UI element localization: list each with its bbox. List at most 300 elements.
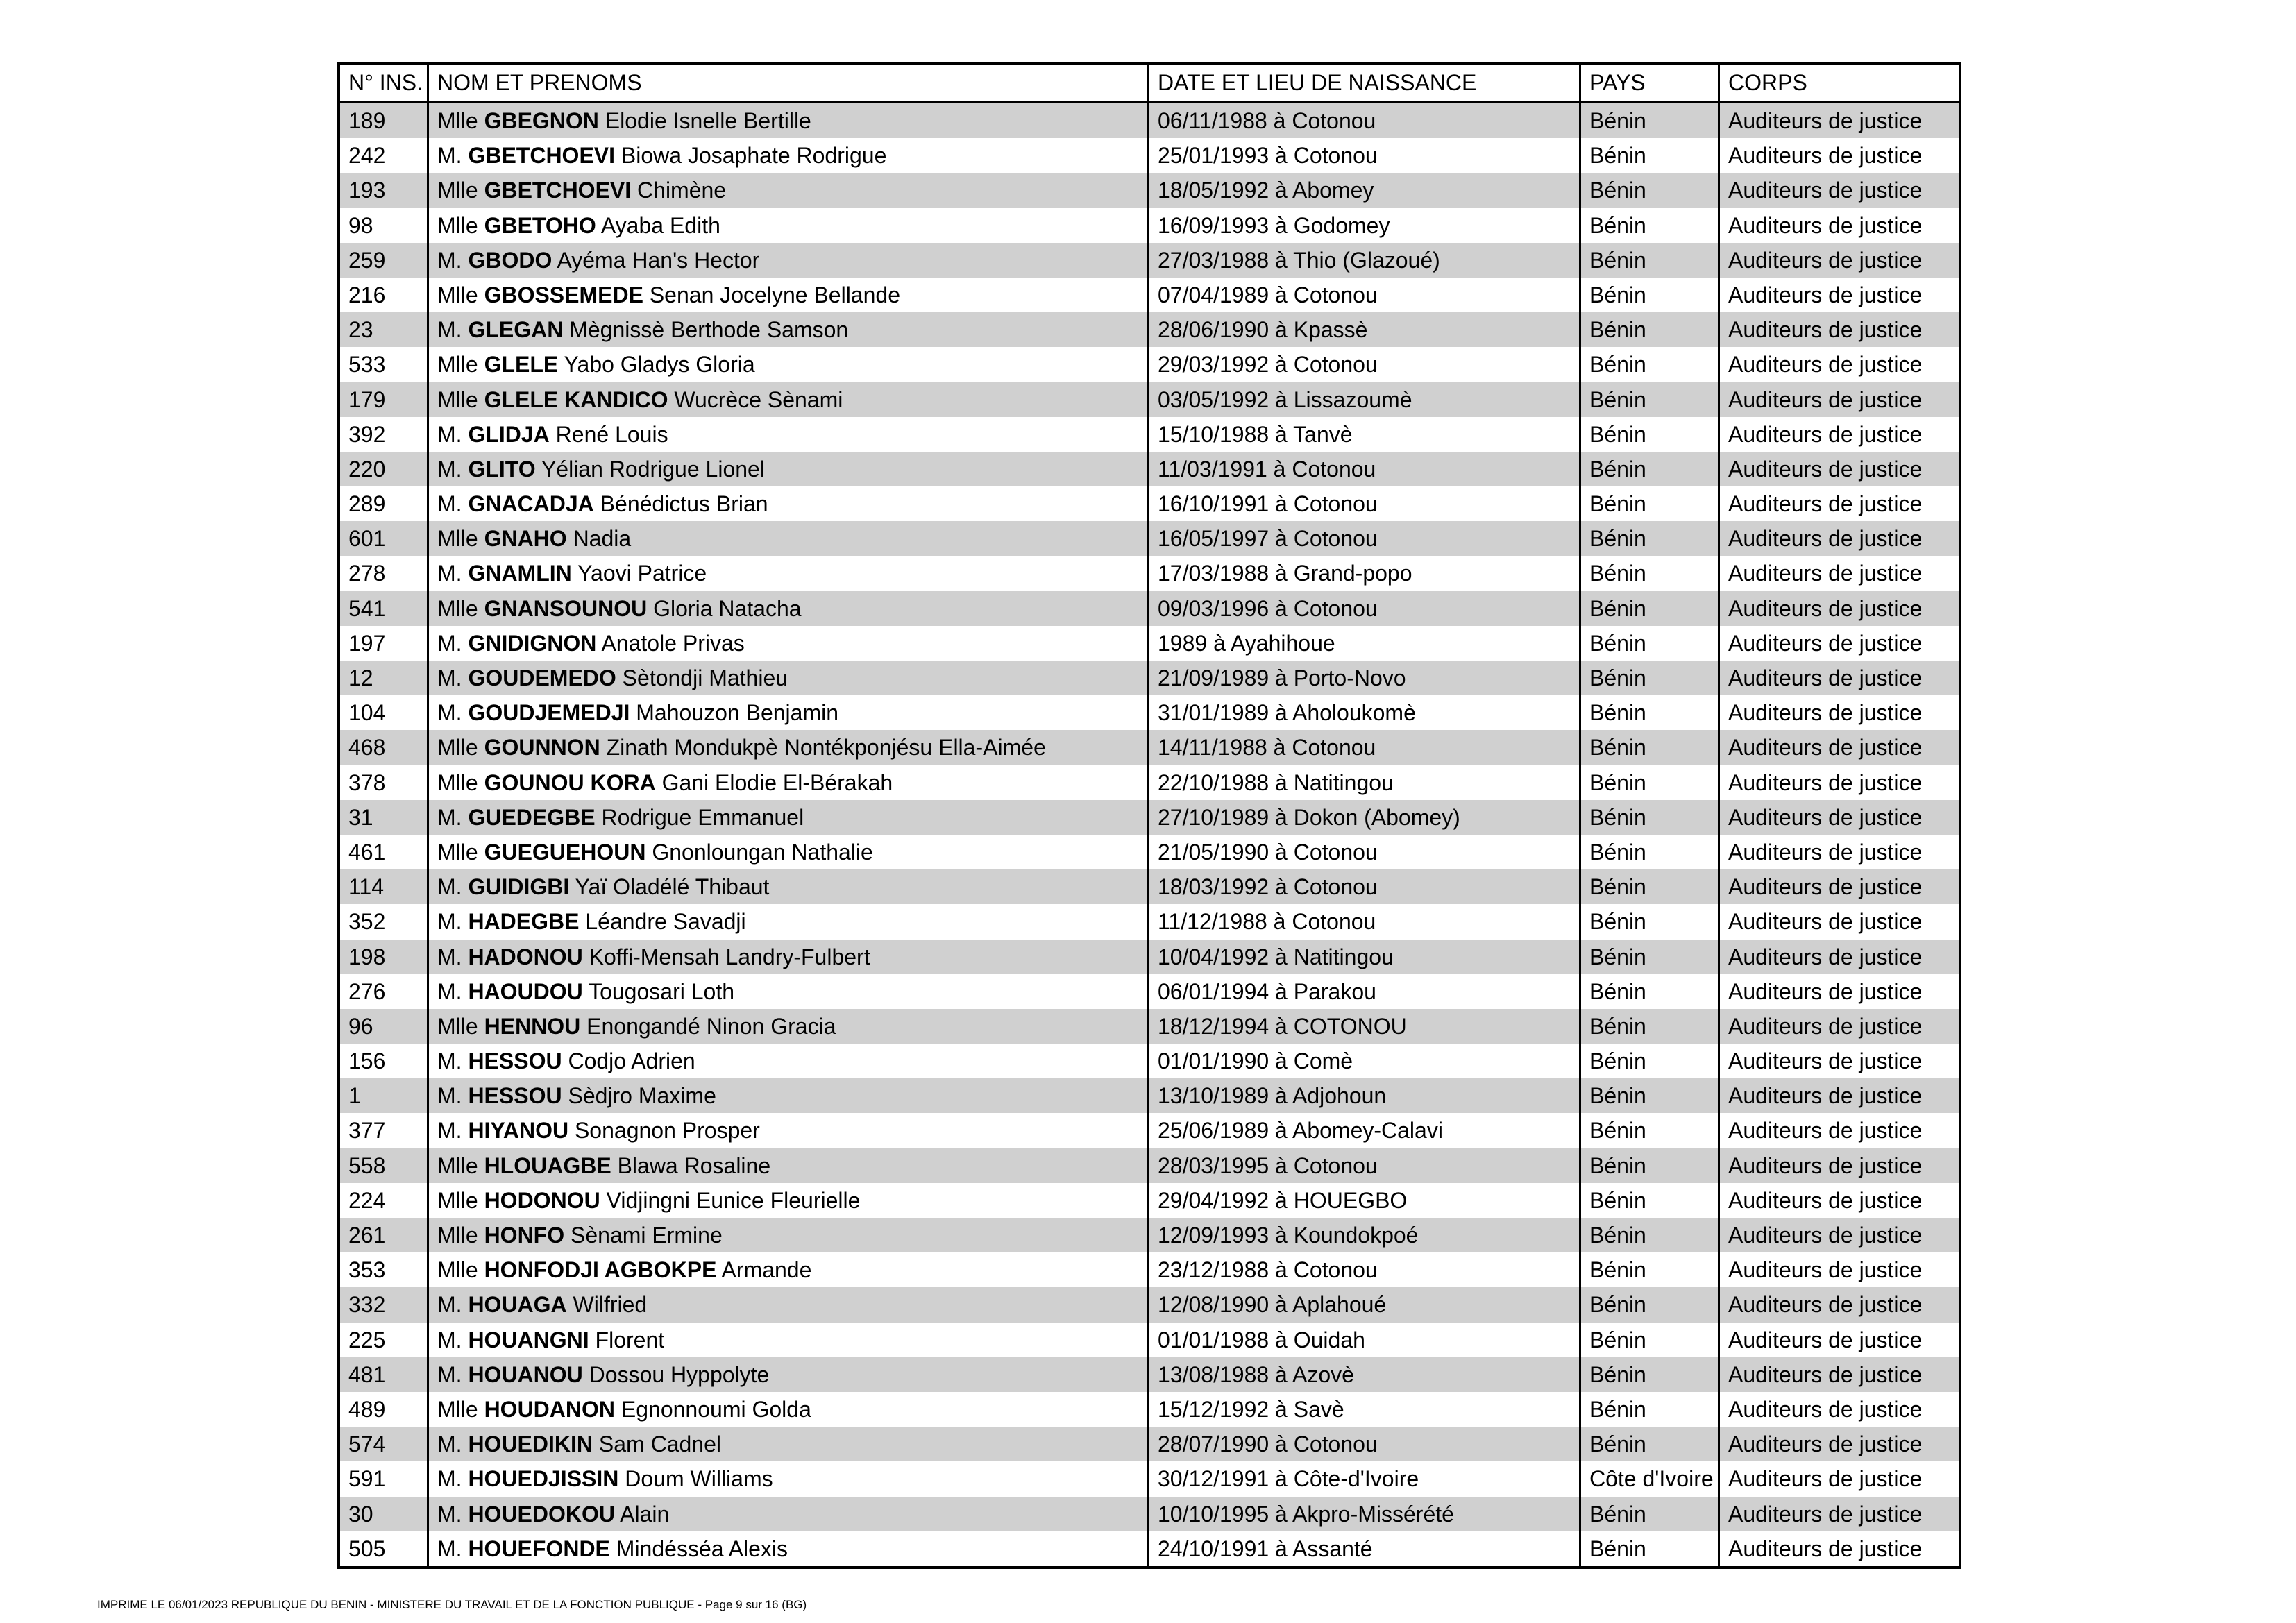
cell-country: Bénin — [1581, 835, 1720, 869]
name-surname: GOUNOU KORA — [484, 770, 656, 795]
cell-num: 98 — [340, 208, 429, 243]
cell-country: Bénin — [1581, 208, 1720, 243]
name-given: Chimène — [637, 178, 727, 203]
cell-name — [429, 1427, 1149, 1461]
table-row — [340, 869, 1959, 904]
cell-birth: 29/04/1992 à HOUEGBO — [1149, 1183, 1581, 1218]
cell-num: 505 — [340, 1531, 429, 1566]
cell-birth: 31/01/1989 à Aholoukomè — [1149, 695, 1581, 730]
table-row — [340, 452, 1959, 486]
name-given: Koffi-Mensah Landry-Fulbert — [589, 944, 870, 969]
cell-country: Bénin — [1581, 1218, 1720, 1252]
cell-country: Bénin — [1581, 626, 1720, 661]
cell-birth: 11/03/1991 à Cotonou — [1149, 452, 1581, 486]
cell-corps: Auditeurs de justice — [1720, 103, 1959, 138]
name-given: Bénédictus Brian — [600, 491, 768, 517]
cell-birth: 30/12/1991 à Côte-d'Ivoire — [1149, 1461, 1581, 1496]
name-surname: HLOUAGBE — [484, 1153, 611, 1178]
table-row — [340, 486, 1959, 521]
name-surname: GLEGAN — [468, 317, 564, 343]
cell-name — [429, 452, 1149, 486]
cell-num: 278 — [340, 556, 429, 590]
name-title: M. — [437, 1083, 462, 1109]
cell-num: 114 — [340, 869, 429, 904]
cell-corps: Auditeurs de justice — [1728, 839, 1923, 865]
cell-name — [429, 1078, 1149, 1113]
cell-num: 601 — [340, 521, 429, 556]
table-row — [340, 1078, 1959, 1113]
table-row — [340, 661, 1959, 695]
cell-country: Bénin — [1581, 869, 1720, 904]
table-row — [340, 312, 1959, 347]
name-surname: GOUDJEMEDJI — [468, 700, 630, 726]
cell-name — [429, 1531, 1149, 1566]
cell-name — [429, 1113, 1149, 1148]
name-surname: HIYANOU — [468, 1118, 569, 1144]
name-surname: HAOUDOU — [468, 978, 583, 1004]
cell-corps: Auditeurs de justice — [1720, 452, 1959, 486]
cell-country: Bénin — [1581, 661, 1720, 695]
cell-corps: Auditeurs de justice — [1728, 1187, 1923, 1213]
cell-birth: 16/10/1991 à Cotonou — [1149, 486, 1581, 521]
name-given: Zinath Mondukpè Nontékponjésu Ella-Aimée — [606, 735, 1046, 760]
name-title: Mlle — [437, 595, 478, 621]
cell-name — [429, 1148, 1149, 1183]
table-row — [340, 1427, 1959, 1461]
name-title: Mlle — [437, 178, 478, 203]
cell-name — [429, 1009, 1149, 1044]
cell-corps: Auditeurs de justice — [1720, 1287, 1959, 1322]
cell-birth: 27/03/1988 à Thio (Glazoué) — [1149, 243, 1581, 278]
cell-corps: Auditeurs de justice — [1720, 1009, 1959, 1044]
cell-country: Bénin — [1581, 278, 1720, 312]
name-title: M. — [437, 630, 462, 656]
cell-num: 216 — [340, 278, 429, 312]
table-row — [340, 278, 1959, 312]
table-row — [340, 1218, 1959, 1252]
table-row — [340, 1357, 1959, 1392]
page-footer: IMPRIME LE 06/01/2023 REPUBLIQUE DU BENIN - MINISTERE DU TRAVAIL ET DE LA FONCTION PUBLIQUE - Page 9 sur 16 (BG) — [97, 1598, 807, 1611]
name-title: M. — [437, 1048, 462, 1074]
cell-num: 179 — [340, 382, 429, 417]
cell-name — [429, 800, 1149, 835]
name-given: Alain — [620, 1501, 670, 1527]
name-title: Mlle — [437, 282, 478, 307]
name-title: Mlle — [437, 108, 478, 133]
table-row — [340, 800, 1959, 835]
cell-num: 197 — [340, 626, 429, 661]
name-title: M. — [437, 978, 462, 1004]
name-title: M. — [437, 491, 462, 517]
name-title: M. — [437, 456, 462, 482]
cell-country: Bénin — [1581, 1009, 1720, 1044]
name-surname: HESSOU — [468, 1083, 562, 1109]
name-surname: GLELE KANDICO — [484, 386, 668, 412]
table-row — [340, 103, 1959, 138]
name-given: Codjo Adrien — [568, 1048, 695, 1074]
name-given: Vidjingni Eunice Fleurielle — [606, 1187, 861, 1213]
cell-corps: Auditeurs de justice — [1720, 730, 1959, 765]
name-surname: GNIDIGNON — [468, 630, 597, 656]
cell-name — [429, 486, 1149, 521]
cell-name — [429, 1357, 1149, 1392]
table-row — [340, 591, 1959, 626]
cell-country: Bénin — [1581, 1183, 1720, 1218]
name-given: Dossou Hyppolyte — [589, 1361, 770, 1387]
cell-num: 96 — [340, 1009, 429, 1044]
cell-country: Bénin — [1581, 1044, 1720, 1078]
table-row — [340, 974, 1959, 1009]
name-given: Elodie Isnelle Bertille — [605, 108, 811, 133]
cell-birth: 25/01/1993 à Cotonou — [1149, 138, 1581, 173]
name-title: Mlle — [437, 352, 478, 377]
name-given: Léandre Savadji — [585, 909, 746, 935]
name-given: Wilfried — [573, 1292, 648, 1318]
name-title: M. — [437, 143, 462, 169]
cell-country: Bénin — [1581, 173, 1720, 207]
cell-country: Bénin — [1581, 1392, 1720, 1427]
name-title: Mlle — [437, 1013, 478, 1039]
name-surname: GBETCHOEVI — [484, 178, 632, 203]
table-row — [340, 347, 1959, 382]
cell-country: Bénin — [1581, 138, 1720, 173]
cell-num: 352 — [340, 904, 429, 939]
name-given: Egnonnoumi Golda — [621, 1396, 811, 1422]
table-row — [340, 382, 1959, 417]
name-title: M. — [437, 247, 462, 273]
name-given: Anatole Privas — [601, 630, 745, 656]
table-row — [340, 1252, 1959, 1287]
cell-corps: Auditeurs de justice — [1728, 1118, 1923, 1144]
cell-name — [429, 591, 1149, 626]
name-surname: GNAMLIN — [468, 561, 572, 586]
name-surname: GUEGUEHOUN — [484, 839, 646, 865]
table-row — [340, 1183, 1959, 1218]
table-row — [340, 173, 1959, 207]
cell-birth: 18/12/1994 à COTONOU — [1149, 1009, 1581, 1044]
cell-corps: Auditeurs de justice — [1720, 661, 1959, 695]
cell-birth: 18/03/1992 à Cotonou — [1149, 869, 1581, 904]
name-given: Senan Jocelyne Bellande — [649, 282, 900, 307]
cell-name — [429, 661, 1149, 695]
name-title: Mlle — [437, 1257, 478, 1283]
cell-num: 30 — [340, 1497, 429, 1531]
cell-country: Bénin — [1581, 1497, 1720, 1531]
cell-birth: 12/08/1990 à Aplahoué — [1149, 1287, 1581, 1322]
cell-name — [429, 974, 1149, 1009]
cell-country: Bénin — [1581, 556, 1720, 590]
cell-corps: Auditeurs de justice — [1728, 1257, 1923, 1283]
name-given: Armande — [721, 1257, 812, 1283]
header-num: N° INS. — [340, 65, 429, 101]
cell-num: 261 — [340, 1218, 429, 1252]
cell-birth: 16/09/1993 à Godomey — [1149, 208, 1581, 243]
name-given: Sam Cadnel — [598, 1431, 721, 1457]
name-given: Nadia — [573, 526, 632, 552]
cell-name — [429, 1218, 1149, 1252]
name-surname: GBETOHO — [484, 212, 596, 238]
name-title: M. — [437, 1292, 462, 1318]
cell-corps: Auditeurs de justice — [1720, 312, 1959, 347]
name-given: Gloria Natacha — [653, 595, 802, 621]
cell-num: 541 — [340, 591, 429, 626]
cell-corps: Auditeurs de justice — [1720, 521, 1959, 556]
cell-name — [429, 695, 1149, 730]
name-given: Mègnissè Berthode Samson — [569, 317, 849, 343]
cell-country: Bénin — [1581, 1323, 1720, 1357]
cell-corps: Auditeurs de justice — [1720, 1357, 1959, 1392]
name-given: Rodrigue Emmanuel — [601, 804, 804, 830]
cell-birth: 28/07/1990 à Cotonou — [1149, 1427, 1581, 1461]
cell-num: 332 — [340, 1287, 429, 1322]
cell-country: Bénin — [1581, 974, 1720, 1009]
cell-num: 392 — [340, 417, 429, 452]
name-given: Wucrèce Sènami — [674, 386, 843, 412]
cell-num: 225 — [340, 1323, 429, 1357]
cell-country: Bénin — [1581, 1148, 1720, 1183]
cell-corps: Auditeurs de justice — [1728, 491, 1923, 517]
cell-num: 224 — [340, 1183, 429, 1218]
cell-corps: Auditeurs de justice — [1728, 1048, 1923, 1074]
name-title: M. — [437, 665, 462, 690]
cell-corps: Auditeurs de justice — [1720, 1497, 1959, 1531]
name-title: M. — [437, 1501, 462, 1527]
table-row — [340, 1392, 1959, 1427]
cell-birth: 29/03/1992 à Cotonou — [1149, 347, 1581, 382]
cell-birth: 1989 à Ayahihoue — [1149, 626, 1581, 661]
cell-num: 220 — [340, 452, 429, 486]
name-given: Gani Elodie El-Bérakah — [661, 770, 893, 795]
name-surname: GBEGNON — [484, 108, 599, 133]
header-name: NOM ET PRENOMS — [429, 65, 1149, 101]
header-birth: DATE ET LIEU DE NAISSANCE — [1149, 65, 1581, 101]
cell-name — [429, 243, 1149, 278]
cell-name — [429, 382, 1149, 417]
name-surname: GUIDIGBI — [468, 874, 570, 900]
cell-name — [429, 278, 1149, 312]
header-corps: CORPS — [1728, 70, 1807, 95]
table-row — [340, 1148, 1959, 1183]
cell-birth: 28/06/1990 à Kpassè — [1149, 312, 1581, 347]
name-surname: HOUANOU — [468, 1361, 583, 1387]
cell-name — [429, 1497, 1149, 1531]
table-row — [340, 138, 1959, 173]
name-surname: HENNOU — [484, 1013, 581, 1039]
name-title: M. — [437, 944, 462, 969]
cell-name — [429, 312, 1149, 347]
name-title: M. — [437, 700, 462, 726]
cell-corps: Auditeurs de justice — [1720, 1427, 1959, 1461]
name-title: M. — [437, 1466, 462, 1492]
name-given: Ayaba Edith — [600, 212, 720, 238]
name-surname: HADONOU — [468, 944, 583, 969]
name-surname: HOUEFONDE — [468, 1536, 610, 1561]
table-row — [340, 1497, 1959, 1531]
name-title: Mlle — [437, 1187, 478, 1213]
cell-birth: 27/10/1989 à Dokon (Abomey) — [1149, 800, 1581, 835]
name-given: Tougosari Loth — [589, 978, 734, 1004]
cell-birth: 10/10/1995 à Akpro-Missérété — [1149, 1497, 1581, 1531]
name-surname: GOUNNON — [484, 735, 600, 760]
name-surname: HOUAGA — [468, 1292, 567, 1318]
name-surname: GNACADJA — [468, 491, 594, 517]
cell-name — [429, 626, 1149, 661]
cell-country: Bénin — [1581, 730, 1720, 765]
cell-corps: Auditeurs de justice — [1728, 978, 1923, 1004]
table-row — [340, 1044, 1959, 1078]
cell-corps: Auditeurs de justice — [1728, 352, 1923, 377]
cell-birth: 07/04/1989 à Cotonou — [1149, 278, 1581, 312]
cell-name — [429, 1252, 1149, 1287]
name-given: Sènami Ermine — [571, 1223, 723, 1248]
cell-corps: Auditeurs de justice — [1728, 143, 1923, 169]
cell-country: Bénin — [1581, 1078, 1720, 1113]
cell-country: Bénin — [1581, 417, 1720, 452]
cell-num: 189 — [340, 103, 429, 138]
cell-num: 377 — [340, 1113, 429, 1148]
cell-num: 259 — [340, 243, 429, 278]
cell-name — [429, 173, 1149, 207]
cell-num: 461 — [340, 835, 429, 869]
cell-num: 156 — [340, 1044, 429, 1078]
cell-birth: 25/06/1989 à Abomey-Calavi — [1149, 1113, 1581, 1148]
cell-name — [429, 1044, 1149, 1078]
cell-num: 104 — [340, 695, 429, 730]
name-given: Enongandé Ninon Gracia — [586, 1013, 836, 1039]
cell-birth: 01/01/1990 à Comè — [1149, 1044, 1581, 1078]
name-surname: GNANSOUNOU — [484, 595, 648, 621]
cell-country: Bénin — [1581, 695, 1720, 730]
cell-birth: 18/05/1992 à Abomey — [1149, 173, 1581, 207]
cell-country: Bénin — [1581, 521, 1720, 556]
table-header — [340, 65, 1959, 103]
cell-country: Bénin — [1581, 1531, 1720, 1566]
cell-corps: Auditeurs de justice — [1720, 940, 1959, 974]
cell-num: 489 — [340, 1392, 429, 1427]
table-row — [340, 243, 1959, 278]
name-surname: HADEGBE — [468, 909, 580, 935]
name-title: M. — [437, 1536, 462, 1561]
cell-name — [429, 556, 1149, 590]
name-title: M. — [437, 1327, 462, 1352]
cell-birth: 15/12/1992 à Savè — [1149, 1392, 1581, 1427]
cell-corps: Auditeurs de justice — [1728, 561, 1923, 586]
cell-corps: Auditeurs de justice — [1720, 800, 1959, 835]
cell-name — [429, 1461, 1149, 1496]
cell-birth: 03/05/1992 à Lissazoumè — [1149, 382, 1581, 417]
cell-num: 23 — [340, 312, 429, 347]
cell-country: Bénin — [1581, 486, 1720, 521]
cell-num: 591 — [340, 1461, 429, 1496]
name-title: M. — [437, 1361, 462, 1387]
cell-country: Bénin — [1581, 904, 1720, 939]
cell-corps: Auditeurs de justice — [1728, 700, 1923, 726]
cell-name — [429, 1183, 1149, 1218]
cell-country: Côte d'Ivoire — [1581, 1461, 1720, 1496]
cell-corps: Auditeurs de justice — [1720, 243, 1959, 278]
name-surname: GOUDEMEDO — [468, 665, 616, 690]
cell-corps: Auditeurs de justice — [1728, 770, 1923, 795]
cell-birth: 13/08/1988 à Azovè — [1149, 1357, 1581, 1392]
name-surname: GBOSSEMEDE — [484, 282, 643, 307]
table-row — [340, 1009, 1959, 1044]
cell-corps: Auditeurs de justice — [1720, 869, 1959, 904]
cell-name — [429, 835, 1149, 869]
cell-num: 558 — [340, 1148, 429, 1183]
cell-country: Bénin — [1581, 1357, 1720, 1392]
cell-num: 378 — [340, 765, 429, 800]
name-surname: GUEDEGBE — [468, 804, 596, 830]
table-row — [340, 695, 1959, 730]
name-given: René Louis — [555, 421, 668, 447]
cell-num: 242 — [340, 138, 429, 173]
cell-corps: Auditeurs de justice — [1728, 1327, 1923, 1352]
name-given: Blawa Rosaline — [617, 1153, 771, 1178]
cell-country: Bénin — [1581, 312, 1720, 347]
cell-name — [429, 521, 1149, 556]
cell-corps: Auditeurs de justice — [1728, 630, 1923, 656]
cell-birth: 12/09/1993 à Koundokpoé — [1149, 1218, 1581, 1252]
table-row — [340, 1531, 1959, 1566]
cell-birth: 21/09/1989 à Porto-Novo — [1149, 661, 1581, 695]
cell-corps: Auditeurs de justice — [1728, 909, 1923, 935]
cell-country: Bénin — [1581, 103, 1720, 138]
name-surname: HOUEDOKOU — [468, 1501, 615, 1527]
name-given: Sèdjro Maxime — [568, 1083, 716, 1109]
name-given: Biowa Josaphate Rodrigue — [621, 143, 887, 169]
cell-birth: 15/10/1988 à Tanvè — [1149, 417, 1581, 452]
name-given: Ayéma Han's Hector — [557, 247, 760, 273]
name-title: M. — [437, 1431, 462, 1457]
table-row — [340, 835, 1959, 869]
name-title: Mlle — [437, 735, 478, 760]
table-row — [340, 1323, 1959, 1357]
cell-country: Bénin — [1581, 243, 1720, 278]
cell-name — [429, 1287, 1149, 1322]
cell-country: Bénin — [1581, 382, 1720, 417]
cell-name — [429, 765, 1149, 800]
name-surname: GBODO — [468, 247, 552, 273]
table-row — [340, 556, 1959, 590]
cell-corps: Auditeurs de justice — [1720, 173, 1959, 207]
cell-corps: Auditeurs de justice — [1720, 1218, 1959, 1252]
name-surname: HOUEDJISSIN — [468, 1466, 619, 1492]
cell-country: Bénin — [1581, 800, 1720, 835]
name-given: Sonagnon Prosper — [574, 1118, 760, 1144]
name-surname: GLELE — [484, 352, 559, 377]
table-row — [340, 1461, 1959, 1496]
cell-num: 533 — [340, 347, 429, 382]
name-surname: GBETCHOEVI — [468, 143, 616, 169]
name-given: Florent — [595, 1327, 665, 1352]
name-given: Yélian Rodrigue Lionel — [541, 456, 765, 482]
cell-name — [429, 1323, 1149, 1357]
cell-country: Bénin — [1581, 940, 1720, 974]
name-surname: HONFO — [484, 1223, 565, 1248]
cell-name — [429, 869, 1149, 904]
name-title: M. — [437, 874, 462, 900]
name-title: Mlle — [437, 1153, 478, 1178]
cell-num: 289 — [340, 486, 429, 521]
cell-name — [429, 138, 1149, 173]
cell-corps: Auditeurs de justice — [1720, 591, 1959, 626]
name-title: Mlle — [437, 212, 478, 238]
cell-country: Bénin — [1581, 452, 1720, 486]
cell-corps: Auditeurs de justice — [1728, 212, 1923, 238]
name-surname: HOUEDIKIN — [468, 1431, 593, 1457]
name-title: Mlle — [437, 1396, 478, 1422]
cell-country: Bénin — [1581, 591, 1720, 626]
